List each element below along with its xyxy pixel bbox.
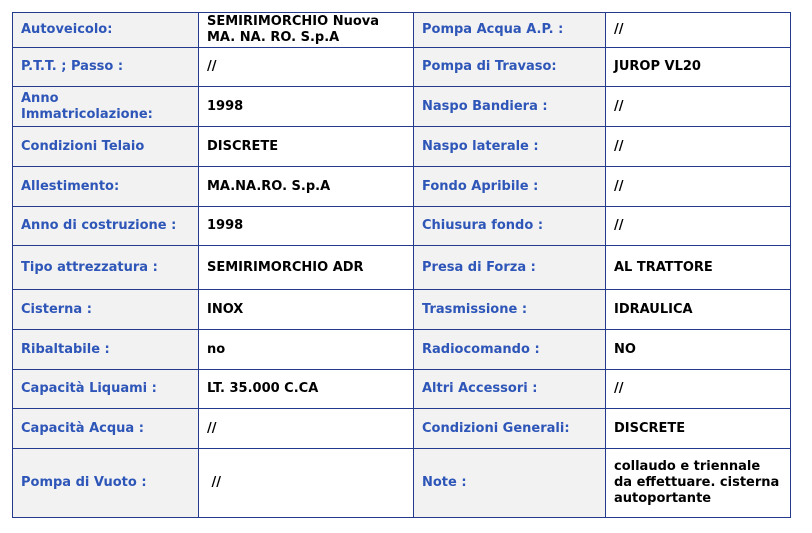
label-allestimento: Allestimento: <box>13 167 199 207</box>
label-note: Note : <box>414 449 606 518</box>
label-condizioni-telaio: Condizioni Telaio <box>13 127 199 167</box>
label-pompa-travaso: Pompa di Travaso: <box>414 48 606 87</box>
value-ribaltabile: no <box>199 330 414 370</box>
label-altri-accessori: Altri Accessori : <box>414 370 606 409</box>
table-row <box>13 13 791 48</box>
label-radiocomando: Radiocomando : <box>414 330 606 370</box>
label-chiusura-fondo: Chiusura fondo : <box>414 207 606 246</box>
label-capacita-acqua: Capacità Acqua : <box>13 409 199 449</box>
label-ribaltabile: Ribaltabile : <box>13 330 199 370</box>
label-fondo-apribile: Fondo Apribile : <box>414 167 606 207</box>
table-row <box>13 48 791 87</box>
table-row <box>13 409 791 449</box>
value-cisterna: INOX <box>199 290 414 330</box>
label-autoveicolo: Autoveicolo: <box>13 13 199 48</box>
value-presa-di-forza: AL TRATTORE <box>606 246 791 290</box>
value-radiocomando: NO <box>606 330 791 370</box>
label-tipo-attrezzatura: Tipo attrezzatura : <box>13 246 199 290</box>
value-pompa-acqua-ap: // <box>606 13 791 48</box>
value-capacita-liquami: LT. 35.000 C.CA <box>199 370 414 409</box>
label-anno-costruzione: Anno di costruzione : <box>13 207 199 246</box>
label-capacita-liquami: Capacità Liquami : <box>13 370 199 409</box>
value-tipo-attrezzatura: SEMIRIMORCHIO ADR <box>199 246 414 290</box>
table-row <box>13 246 791 290</box>
label-ptt-passo: P.T.T. ; Passo : <box>13 48 199 87</box>
value-fondo-apribile: // <box>606 167 791 207</box>
value-note: collaudo e triennale da effettuare. cisterna autoportante <box>606 449 791 518</box>
label-anno-immatricolazione: Anno Immatricolazione: <box>13 87 199 127</box>
value-ptt-passo: // <box>199 48 414 87</box>
value-pompa-travaso: JUROP VL20 <box>606 48 791 87</box>
label-naspo-bandiera: Naspo Bandiera : <box>414 87 606 127</box>
vehicle-spec-table <box>12 12 791 518</box>
value-trasmissione: IDRAULICA <box>606 290 791 330</box>
value-anno-costruzione: 1998 <box>199 207 414 246</box>
table-row <box>13 167 791 207</box>
table-row <box>13 87 791 127</box>
label-presa-di-forza: Presa di Forza : <box>414 246 606 290</box>
value-condizioni-generali: DISCRETE <box>606 409 791 449</box>
value-condizioni-telaio: DISCRETE <box>199 127 414 167</box>
label-cisterna: Cisterna : <box>13 290 199 330</box>
table-row <box>13 207 791 246</box>
label-condizioni-generali: Condizioni Generali: <box>414 409 606 449</box>
label-pompa-di-vuoto: Pompa di Vuoto : <box>13 449 199 518</box>
value-pompa-di-vuoto: // <box>199 449 414 518</box>
value-altri-accessori: // <box>606 370 791 409</box>
label-trasmissione: Trasmissione : <box>414 290 606 330</box>
value-chiusura-fondo: // <box>606 207 791 246</box>
table-row <box>13 330 791 370</box>
table-row <box>13 449 791 518</box>
value-anno-immatricolazione: 1998 <box>199 87 414 127</box>
value-capacita-acqua: // <box>199 409 414 449</box>
label-naspo-laterale: Naspo laterale : <box>414 127 606 167</box>
table-row <box>13 127 791 167</box>
table-row <box>13 290 791 330</box>
value-naspo-bandiera: // <box>606 87 791 127</box>
label-pompa-acqua-ap: Pompa Acqua A.P. : <box>414 13 606 48</box>
value-allestimento: MA.NA.RO. S.p.A <box>199 167 414 207</box>
table-row <box>13 370 791 409</box>
value-autoveicolo: SEMIRIMORCHIO Nuova MA. NA. RO. S.p.A <box>199 13 414 48</box>
value-naspo-laterale: // <box>606 127 791 167</box>
